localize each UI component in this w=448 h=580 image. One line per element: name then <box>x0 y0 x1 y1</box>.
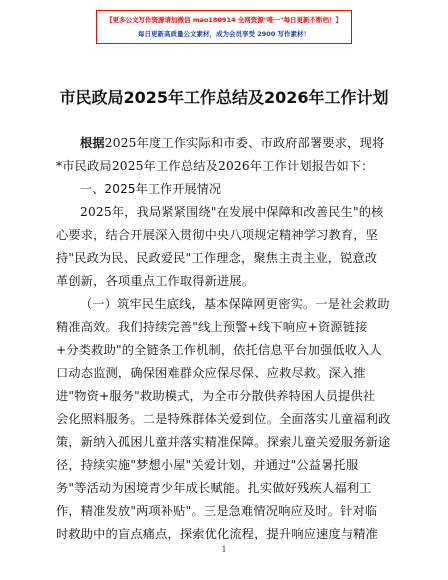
intro-rest: 2025年度工作实际和市委、市政府部署要求，现将 <box>104 136 385 150</box>
page-number: 1 <box>221 545 227 554</box>
paragraph-line: 作，精准发放"两项补贴"。三是急难情况响应及时。针对临 <box>56 504 378 518</box>
paragraph-line: 精准高效。我们持续完善"线上预警+线下响应+资源链接 <box>56 320 368 334</box>
paragraph-line: 时救助中的盲点痛点，探索优化流程，提升响应速度与精准 <box>56 527 379 541</box>
intro-line <box>56 132 400 155</box>
promo-banner <box>96 10 352 44</box>
paragraph-line: 心要求，结合开展深入贯彻中央八项规定精神学习教育，坚 <box>56 228 379 242</box>
paragraph-line: （一）筑牢民生底线，基本保障网更密实。一是社会救助 <box>80 297 390 311</box>
paragraph-line: 会化照料服务。二是特殊群体关爱到位。全面落实儿童福利政 <box>56 412 391 426</box>
paragraph-line: +分类救助"的全链条工作机制，依托信息平台加强低收入人 <box>56 343 382 357</box>
paragraph-line: 进"物资+服务"救助模式，为全市分散供养特困人员提供社 <box>56 389 376 403</box>
paragraph-line: 策，新纳入孤困儿童并落实精准保障。探索儿童关爱服务新途 <box>56 435 391 449</box>
document-body <box>56 132 400 546</box>
document-title: 市民政局2025年工作总结及2026年工作计划 <box>59 88 389 107</box>
paragraph-line: 2025年，我局紧紧围绕"在发展中保障和改善民生"的核 <box>80 205 384 219</box>
paragraph-line: 革创新，各项重点工作取得新进展。 <box>56 274 255 288</box>
intro-line: *市民政局2025年工作总结及2026年工作计划报告如下： <box>56 159 374 173</box>
paragraph-line: 径，持续实施"梦想小屋"关爱计划，并通过"公益暑托服 <box>56 458 359 472</box>
paragraph-line: 持"民政为民、民政爱民"工作理念，聚焦主责主业，锐意改 <box>56 251 378 265</box>
intro-lead: 根据 <box>80 136 105 150</box>
promo-banner-line-1: 【更多公文写作资源请加微信 mao180914 全网资源"唯一"每日更新不断档！】 <box>105 16 343 24</box>
promo-banner-line-2: 每日更新高质量公文素材，成为会员享受 2900 写作素材！ <box>137 30 311 38</box>
paragraph-line: 务"等活动为困境青少年成长赋能。扎实做好残疾人福利工 <box>56 481 372 495</box>
paragraph-line: 口动态监测，确保困难群众应保尽保、应救尽救。深入推 <box>56 366 366 380</box>
section-heading: 一、2025年工作开展情况 <box>80 182 222 196</box>
